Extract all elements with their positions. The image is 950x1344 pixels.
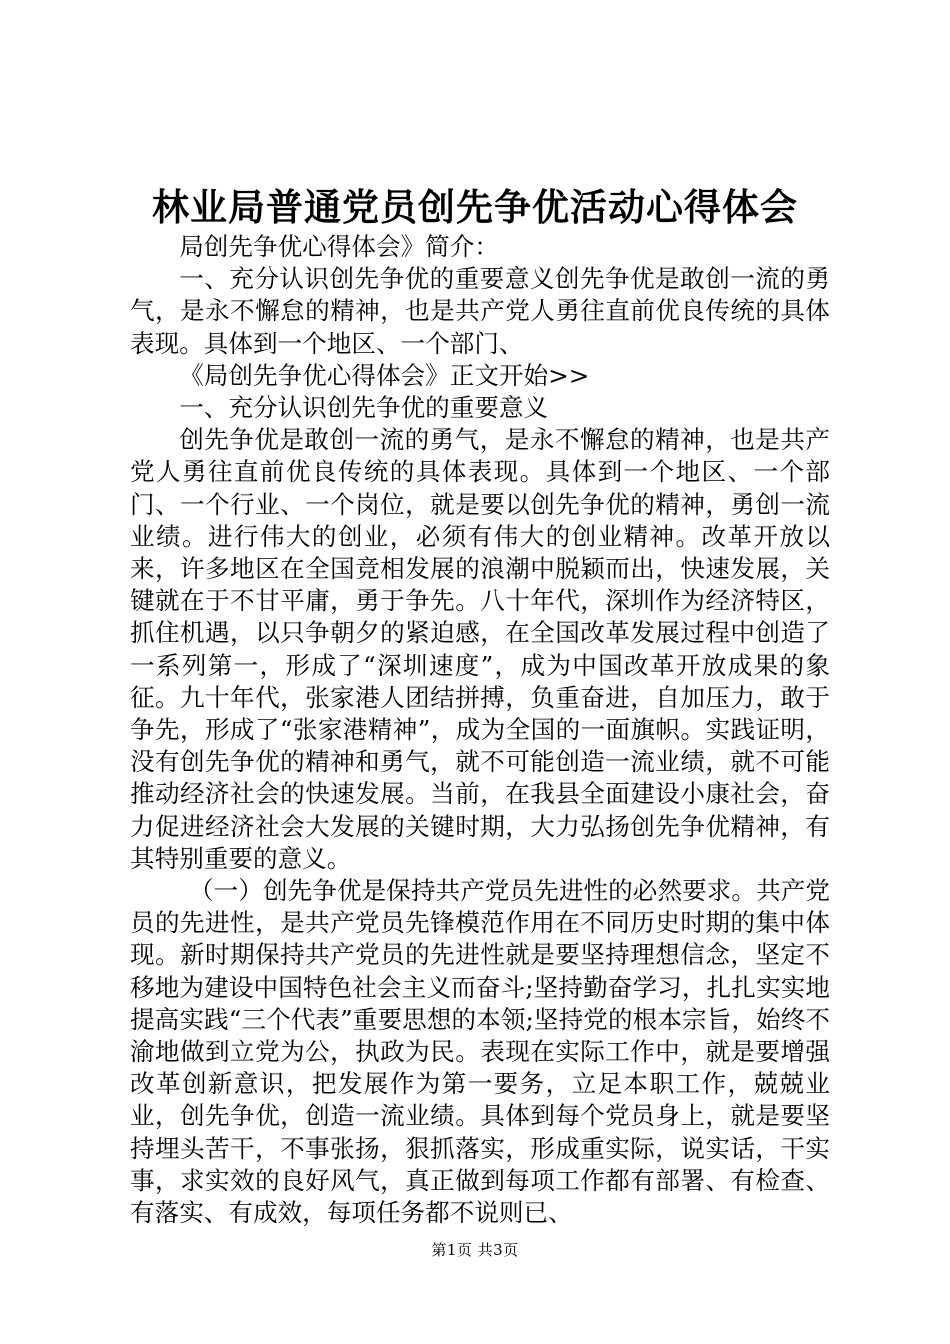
intro-paragraph: 局创先争优心得体会》简介： <box>179 232 499 261</box>
document-body <box>130 231 830 1229</box>
section-heading: 一、充分认识创先争优的重要意义 <box>179 393 549 423</box>
summary-paragraph: 一、充分认识创先争优的重要意义创先争优是敢创一流的勇气，是永不懈怠的精神，也是共产党人勇往直前优良传统的具体表现。具体到一个地区、一个部门、 <box>130 264 830 358</box>
body-paragraph: 创先争优是敢创一流的勇气，是永不懈怠的精神，也是共产党人勇往直前优良传统的具体表现。具体到一个地区、一个部门、一个行业、一个岗位，就是要以创先争优的精神，勇创一流业绩。进行伟大的创业，必须有伟大的创业精神。改革开放以来，许多地区在全国竞相发展的浪潮中脱颖而出，快速发展，关键就在于不甘平庸，勇于争先。八十年代，深圳作为经济特区，抓住机遇，以只争朝夕的紧迫感，在全国改革发展过程中创造了一系列第一，形成了“深圳速度”，成为中国改革开放成果的象征。九十年代，张家港人团结拼搏，负重奋进，自加压力，敢于争先，形成了“张家港精神”，成为全国的一面旗帜。实践证明，没有创先争优的精神和勇气，就不可能创造一流业绩，就不可能推动经济社会的快速发展。当前，在我县全面建设小康社会，奋力促进经济社会大发展的关键时期，大力弘扬创先争优精神，有其特别重要的意义。 <box>130 425 830 873</box>
document-title: 林业局普通党员创先争优活动心得体会 <box>152 185 798 229</box>
body-start-marker: 《局创先争优心得体会》正文开始>> <box>179 360 590 390</box>
page-number: 第1页 共3页 <box>431 1241 519 1259</box>
body-paragraph: （一）创先争优是保持共产党员先进性的必然要求。共产党员的先进性，是共产党员先锋模范作用在不同历史时期的集中体现。新时期保持共产党员的先进性就是要坚持理想信念，坚定不移地为建设中国特色社会主义而奋斗;坚持勤奋学习，扎扎实实地提高实践“三个代表”重要思想的本领;坚持党的根本宗旨，始终不渝地做到立党为公，执政为民。表现在实际工作中，就是要增强改革创新意识，把发展作为第一要务，立足本职工作，兢兢业业，创先争优，创造一流业绩。具体到每个党员身上，就是要坚持埋头苦干，不事张扬，狠抓落实，形成重实际，说实话，干实事，求实效的良好风气，真正做到每项工作都有部署、有检查、有落实、有成效，每项任务都不说则已、 <box>130 876 830 1228</box>
